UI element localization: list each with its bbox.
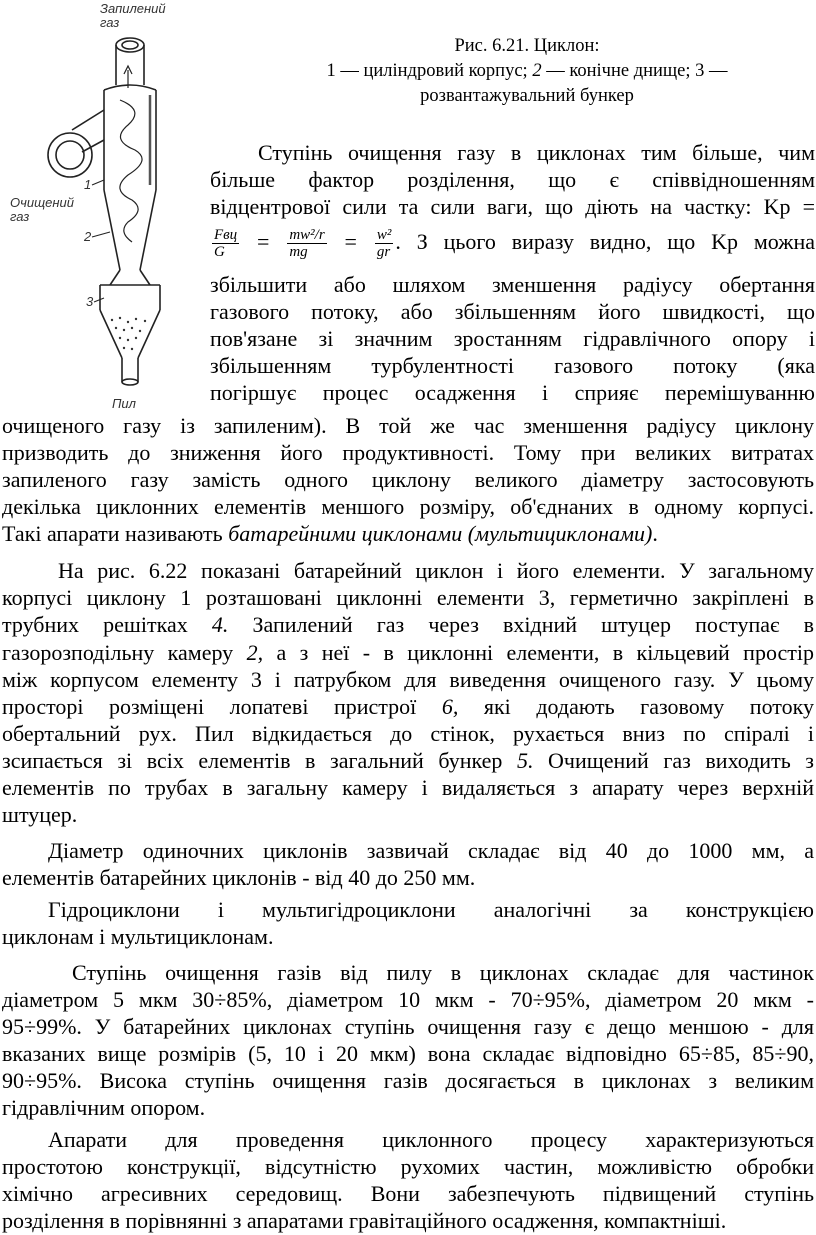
p1-line: декілька циклонних елементів меншого розміру, об'єднаних в одному корпусі.: [2, 494, 814, 519]
label-num-1: 1: [84, 177, 92, 192]
p5-line: Ступінь очищення газів від пилу в циклонах складає для частинок: [72, 960, 814, 985]
fraction: $\frac{\text{mw²/r}}{mg}$: [289, 227, 325, 261]
p2-line: просторі розміщені лопатеві пристрої 6, які додають газовому потоку: [2, 694, 814, 719]
p1-formula-line: $\frac{\text{Fвц}}{G}$ = $\frac{\text{mw²/r}}{mg}$ = $\frac{\text{w²}}{gr}$ . З цього виразу видно, що Kр можна: [214, 227, 815, 261]
p2-line: На рис. 6.22 показані батарейний циклон і його елементи. У загальному: [58, 558, 814, 583]
label-dusty-gas: Запилений газ: [100, 1, 166, 30]
p5-line: 90÷95%. Висока ступінь очищення газів досягається в циклонах з великим: [2, 1068, 814, 1093]
p1-line: запиленого газу замість одного циклону великого діаметру застосовують: [2, 467, 814, 492]
p1-line: призводить до зниження його продуктивності. Тому при великих витратах: [2, 440, 814, 465]
caption-legend: 1 — циліндровий корпус; 2 — конічне днище; 3 —: [326, 61, 728, 81]
p2-line: елементів по трубах в загальну камеру і видаляється з апарату через верхній: [2, 775, 814, 800]
p1-line: збільшенням турбулентності газового потоку (яка: [210, 353, 815, 378]
p1-line: більше фактор розділення, що є співвідношенням: [210, 167, 815, 192]
p3-line: Діаметр одиночних циклонів зазвичай складає від 40 до 1000 мм, а: [48, 838, 814, 863]
p4-line: Гідроциклони і мультигідроциклони аналогічні за конструкцією: [48, 897, 814, 922]
p5-line: гідравлічним опором.: [2, 1095, 206, 1120]
p2-line: корпусі циклону 1 розташовані циклонні елементи 3, герметично закріплені в: [2, 585, 814, 610]
p6-line: розділення в порівнянні з апаратами гравітаційного осадження, компактніші.: [2, 1208, 727, 1233]
p1-line: збільшити або шляхом зменшення радіусу обертання: [210, 272, 815, 297]
p2-line: штуцер.: [2, 802, 78, 827]
p1-line: Ступінь очищення газу в циклонах тим більше, чим: [258, 140, 815, 165]
p6-line: хімічно агресивних середовищ. Вони забезпечують підвищений ступінь: [2, 1181, 814, 1206]
p1-line: пов'язане зі значним зростанням гідравлічного опору і: [210, 326, 815, 351]
p6-line: Апарати для проведення циклонного процесу характеризуються: [48, 1127, 814, 1152]
p1-line: очищеного газу із запиленим). В той же час зменшення радіусу циклону: [2, 413, 814, 438]
p4-line: циклонам і мультициклонам.: [2, 924, 274, 949]
fraction: $\frac{\text{w²}}{gr}$: [376, 227, 392, 261]
label-num-2: 2: [84, 229, 92, 244]
p1-line: погіршує процес осадження і сприяє перемішуванню: [210, 380, 815, 405]
p5-line: вказаних вище розмірів (5, 10 і 20 мкм) вона складає відповідно 65÷85, 85÷90,: [2, 1041, 814, 1066]
p2-line: газорозподільну камеру 2, а з неї - в циклонні елементи, в кільцевий простір: [2, 640, 814, 665]
caption-title: Рис. 6.21. Циклон:: [454, 36, 600, 56]
fraction: $\frac{\text{Fвц}}{G}$: [214, 227, 238, 261]
p2-line: обертальний рух. Пил відкидається до стінок, рухається вниз по спіралі і: [2, 721, 814, 746]
label-clean-gas: Очищений газ: [10, 195, 74, 224]
p5-line: діаметром 5 мкм 30÷85%, діаметром 10 мкм - 70÷95%, діаметром 20 мкм -: [2, 987, 814, 1012]
p3-line: елементів батарейних циклонів - від 40 до 250 мм.: [2, 865, 476, 890]
p2-line: зсипається зі всіх елементів в загальний бункер 5. Очищений газ виходить з: [2, 748, 814, 773]
p1-line: Такі апарати називають батарейними циклонами (мультициклонами).: [2, 521, 658, 546]
p1-line: відцентрової сили та сили ваги, що діють на частку: Kр =: [210, 194, 815, 219]
caption-legend-cont: розвантажувальний бункер: [420, 86, 634, 106]
p2-line: між корпусом елементу 3 і патрубком для виведення очищеного газу. У цьому: [2, 667, 814, 692]
label-dust: Пил: [112, 396, 136, 411]
p2-line: трубних решітках 4. Запилений газ через вхідний штуцер поступає в: [2, 612, 814, 637]
p1-line: газового потоку, або збільшенням його швидкості, що: [210, 299, 815, 324]
p6-line: простотою конструкції, відсутністю рухомих частин, можливістю обробки: [2, 1154, 814, 1179]
label-num-3: 3: [86, 294, 94, 309]
figure-caption: [262, 34, 792, 109]
p5-line: 95÷99%. У батарейних циклонах ступінь очищення газу є дещо меншою - для: [2, 1014, 814, 1039]
cyclone-figure: [0, 0, 200, 415]
